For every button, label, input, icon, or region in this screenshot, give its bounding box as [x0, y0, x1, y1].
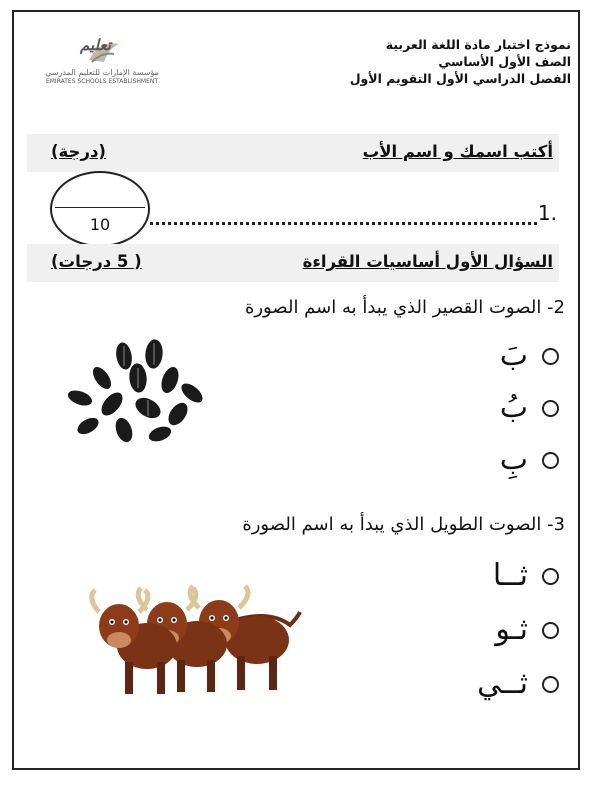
q2-option-2[interactable] [500, 390, 559, 426]
exam-header [311, 36, 571, 87]
score-circle [50, 171, 150, 247]
score-divider [55, 207, 145, 208]
name-section-header [27, 134, 559, 172]
radio-bubble[interactable] [542, 676, 559, 693]
q2-text: 2- الصوت القصير الذي يبدأ به اسم الصورة [244, 297, 565, 318]
radio-bubble[interactable] [542, 348, 559, 365]
bulls-image [85, 570, 315, 700]
q3-option-3[interactable] [477, 666, 559, 702]
header-line-subject: نموذج اختبار مادة اللغة العربية [385, 37, 571, 52]
school-logo [32, 36, 172, 86]
score-total: 10 [89, 215, 111, 234]
question1-score: ( 5 درجات) [51, 252, 142, 271]
header-line-term: الفصل الدراسي الأول التقويم الأول [349, 71, 571, 86]
header-line-grade: الصف الأول الأساسي [438, 54, 571, 69]
logo-name-en: EMIRATES SCHOOLS ESTABLISHMENT [45, 78, 159, 85]
q3-option-3-label: ثــي [477, 666, 528, 701]
q3-text: 3- الصوت الطويل الذي يبدأ به اسم الصورة [242, 514, 565, 535]
q3-option-1[interactable] [493, 558, 559, 594]
q2-option-1[interactable] [500, 338, 559, 374]
q2-option-3-label: بِ [499, 442, 528, 477]
name-line-number: 1. [537, 201, 557, 225]
question1-title: السؤال الأول أساسيات القراءة [302, 252, 553, 271]
q3-option-2[interactable] [495, 612, 559, 648]
radio-bubble[interactable] [542, 452, 559, 469]
sunflower-seeds-image [62, 338, 212, 448]
q3-option-1-label: ثــا [492, 558, 528, 593]
name-section-score: (درجة) [51, 142, 106, 161]
logo-brand: تعليم [80, 36, 111, 54]
logo-name-ar: مؤسسة الإمارات للتعليم المدرسي [45, 68, 159, 77]
question1-header [27, 244, 559, 282]
q2-option-3[interactable] [500, 442, 559, 478]
radio-bubble[interactable] [542, 400, 559, 417]
name-section-title: أكتب اسمك و اسم الأب [362, 142, 553, 161]
q2-option-2-label: بُ [499, 390, 528, 425]
radio-bubble[interactable] [542, 622, 559, 639]
radio-bubble[interactable] [542, 568, 559, 585]
q3-option-2-label: ثـو [495, 612, 528, 647]
name-answer-line[interactable] [150, 222, 537, 225]
q2-option-1-label: بَ [499, 338, 528, 373]
